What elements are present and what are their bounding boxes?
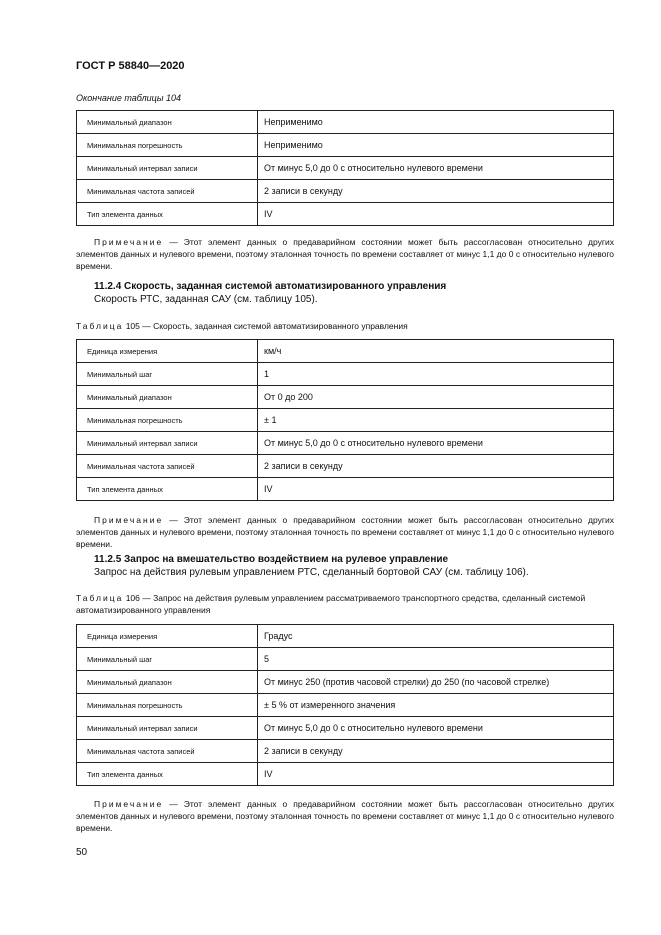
section-11-2-4-text: Скорость РТС, заданная САУ (см. таблицу 105).: [94, 294, 318, 305]
note-text: — Этот элемент данных о предаварийном состоянии может быть рассогласован относительно других элементов данных и нулевого времени, поэтому эталонная точность по времени составляет от минус 1,1 до 0 с относительно нулевого времени.: [76, 237, 614, 271]
page-number: 50: [76, 847, 88, 858]
row-value: От минус 5,0 до 0 с относительно нулевого времени: [258, 157, 614, 180]
table-106-caption: [76, 592, 614, 616]
table-105: [76, 339, 614, 501]
row-key: Минимальный интервал записи: [77, 717, 258, 740]
row-key: Минимальная погрешность: [77, 694, 258, 717]
table-row: [77, 740, 614, 763]
row-value: 2 записи в секунду: [258, 455, 614, 478]
note-text: — Этот элемент данных о предаварийном состоянии может быть рассогласован относительно других элементов данных и нулевого времени, поэтому эталонная точность по времени составляет от минус 1,1 до 0 с относительно нулевого времени.: [76, 799, 614, 833]
table-row: [77, 363, 614, 386]
row-value: Неприменимо: [258, 111, 614, 134]
note-1: [76, 236, 614, 272]
table-row: [77, 409, 614, 432]
row-key: Минимальная частота записей: [77, 180, 258, 203]
row-key: Минимальный диапазон: [77, 386, 258, 409]
table-106: [76, 624, 614, 786]
row-value: 1: [258, 363, 614, 386]
table-row: [77, 648, 614, 671]
row-value: IV: [258, 203, 614, 226]
row-value: Неприменимо: [258, 134, 614, 157]
row-key: Минимальный интервал записи: [77, 157, 258, 180]
table-label: Таблица: [76, 593, 124, 603]
row-value: 2 записи в секунду: [258, 740, 614, 763]
table-row: [77, 203, 614, 226]
table-105-caption: [76, 320, 614, 332]
row-key: Тип элемента данных: [77, 763, 258, 786]
table-row: [77, 763, 614, 786]
note-text: — Этот элемент данных о предаварийном состоянии может быть рассогласован относительно других элементов данных и нулевого времени, поэтому эталонная точность по времени составляет от минус 1,1 до 0 с относительно нулевого времени.: [76, 515, 614, 549]
table-row: [77, 671, 614, 694]
row-value: От минус 250 (против часовой стрелки) до 250 (по часовой стрелке): [258, 671, 614, 694]
table-row: [77, 717, 614, 740]
row-value: От 0 до 200: [258, 386, 614, 409]
table-row: [77, 455, 614, 478]
row-key: Единица измерения: [77, 625, 258, 648]
note-2: [76, 514, 614, 550]
row-key: Минимальный диапазон: [77, 671, 258, 694]
row-value: ± 1: [258, 409, 614, 432]
table-row: [77, 134, 614, 157]
row-key: Минимальная частота записей: [77, 455, 258, 478]
row-key: Минимальный шаг: [77, 648, 258, 671]
table-row: [77, 432, 614, 455]
note-3: [76, 798, 614, 834]
table-row: [77, 386, 614, 409]
section-11-2-5-text: Запрос на действия рулевым управлением РТС, сделанный бортовой САУ (см. таблицу 106).: [94, 567, 529, 578]
table-row: [77, 340, 614, 363]
table-caption-text: 105 — Скорость, заданная системой автоматизированного управления: [123, 321, 408, 331]
row-key: Минимальная погрешность: [77, 134, 258, 157]
row-value: От минус 5,0 до 0 с относительно нулевого времени: [258, 432, 614, 455]
row-value: км/ч: [258, 340, 614, 363]
row-value: IV: [258, 763, 614, 786]
row-value: 2 записи в секунду: [258, 180, 614, 203]
table-row: [77, 478, 614, 501]
row-key: Минимальный шаг: [77, 363, 258, 386]
row-key: Минимальная погрешность: [77, 409, 258, 432]
table-row: [77, 625, 614, 648]
row-key: Минимальный диапазон: [77, 111, 258, 134]
row-key: Минимальная частота записей: [77, 740, 258, 763]
row-value: ± 5 % от измеренного значения: [258, 694, 614, 717]
table-row: [77, 694, 614, 717]
note-label: Примечание: [94, 237, 164, 247]
table-caption-text: 106 — Запрос на действия рулевым управлением рассматриваемого транспортного средства, сделанный системой автоматизированного управления: [76, 593, 586, 615]
note-label: Примечание: [94, 799, 164, 809]
row-key: Тип элемента данных: [77, 203, 258, 226]
row-key: Минимальный интервал записи: [77, 432, 258, 455]
table-104-continuation-caption: Окончание таблицы 104: [76, 93, 181, 103]
table-row: [77, 157, 614, 180]
table-104: [76, 110, 614, 226]
row-value: IV: [258, 478, 614, 501]
table-row: [77, 111, 614, 134]
document-header: ГОСТ Р 58840—2020: [76, 60, 185, 72]
section-11-2-5-title: 11.2.5 Запрос на вмешательство воздействием на рулевое управление: [94, 554, 449, 565]
table-row: [77, 180, 614, 203]
row-value: Градус: [258, 625, 614, 648]
section-11-2-4-title: 11.2.4 Скорость, заданная системой автоматизированного управления: [94, 281, 447, 292]
note-label: Примечание: [94, 515, 164, 525]
row-value: От минус 5,0 до 0 с относительно нулевого времени: [258, 717, 614, 740]
row-key: Единица измерения: [77, 340, 258, 363]
table-label: Таблица: [76, 321, 124, 331]
row-value: 5: [258, 648, 614, 671]
row-key: Тип элемента данных: [77, 478, 258, 501]
